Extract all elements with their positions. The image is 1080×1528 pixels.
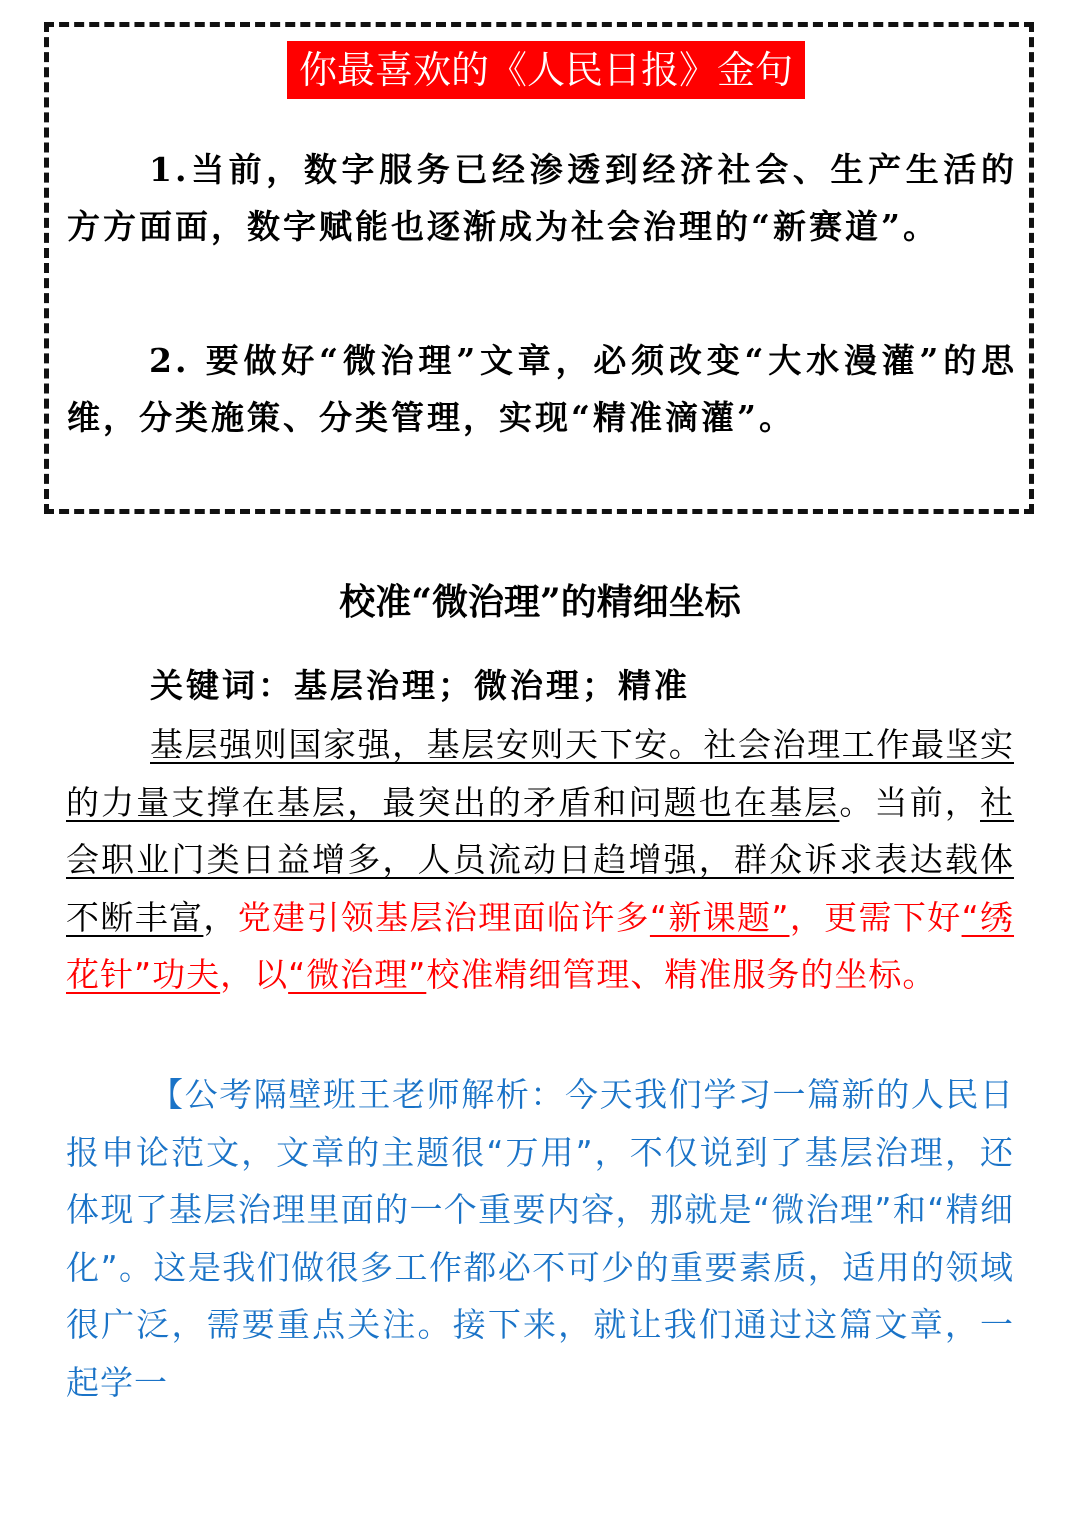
plain-text: ， [203,897,238,937]
underlined-sentence: 社会职业门类日益增多，人员流动日趋增强，群众诉求表达载体不断丰富 [66,782,1015,937]
teacher-analysis: 【公考隔壁班王老师解析：今天我们学习一篇新的人民日报申论范文，文章的主题很“万用”，不仅说到了基层治理，还体现了基层治理里面的一个重要内容，那就是“微治理”和“精细化”。这是我们做很多工作都必不可少的重要素质，适用的领域很广泛，需要重点关注。接下来，就让我们通过这篇文章，一起学一 [66,1075,1014,1402]
highlighted-sentence: ，更需下好 [789,897,962,937]
article-body-paragraph [66,716,1014,1004]
quote-box-title: 你最喜欢的《人民日报》金句 [287,41,805,99]
highlighted-sentence: 党建引领基层治理面临许多 [237,897,650,937]
golden-quotes-box [44,22,1034,514]
highlighted-term: “微治理” [288,955,427,994]
highlighted-term: “绣花针”功夫 [66,897,1015,994]
plain-text: 。当前， [839,782,981,822]
underlined-sentence: 基层强则国家强，基层安则天下安。社会治理工作最坚实的力量支撑在基层，最突出的矛盾和问题也在基层 [66,725,1014,822]
quote-item-2: 2. 要做好“微治理”文章，必须改变“大水漫灌”的思维，分类施策、分类管理，实现“精准滴灌”。 [67,341,1017,437]
highlighted-sentence: 校准精细管理、精准服务的坐标。 [426,955,937,994]
highlighted-sentence: ，以 [220,955,289,994]
highlighted-term: “新课题” [649,897,790,937]
article-title: 校准“微治理”的精细坐标 [339,581,741,623]
article-keywords: 关键词：基层治理；微治理；精准 [150,666,690,705]
quote-item-1: 1.当前，数字服务已经渗透到经济社会、生产生活的方方面面，数字赋能也逐渐成为社会治理的“新赛道”。 [67,150,1017,246]
